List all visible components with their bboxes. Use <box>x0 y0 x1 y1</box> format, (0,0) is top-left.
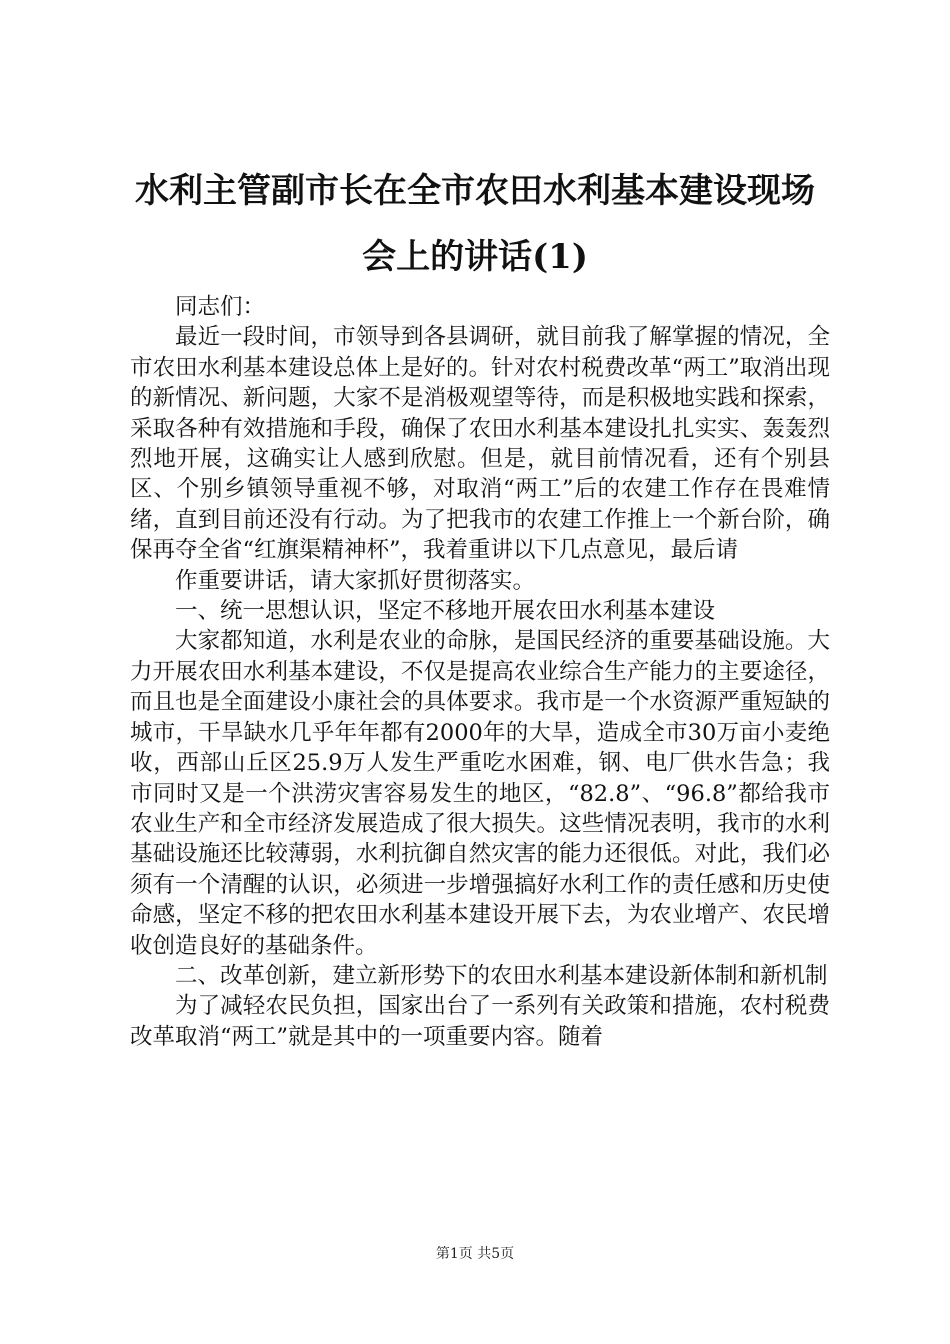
section-heading-2: 二、改革创新，建立新形势下的农田水利基本建设新体制和新机制 <box>175 962 828 989</box>
salutation: 同志们： <box>175 294 266 320</box>
body-paragraph: 作重要讲话，请大家抓好贯彻落实。 <box>175 567 536 594</box>
body-paragraph: 为了减轻农民负担，国家出台了一系列有关政策和措施，农村税费改革取消“两工”就是其中的一项重要内容。随着 <box>130 993 830 1050</box>
body-paragraph: 大家都知道，水利是农业的命脉，是国民经济的重要基础设施。大力开展农田水利基本建设，不仅是提高农业综合生产能力的主要途径，而且也是全面建设小康社会的具体要求。我市是一个水资源严重短缺的城市，干旱缺水几乎年年都有2000年的大旱，造成全市30万亩小麦绝收，西部山丘区25.9万人发生严重吃水困难，钢、电厂供水告急；我市同时又是一个洪涝灾害容易发生的地区，“82.8”、“96.8”都给我市农业生产和全市经济发展造成了很大损失。这些情况表明，我市的水利基础设施还比较薄弱，水利抗御自然灾害的能力还很低。对此，我们必须有一个清醒的认识，必须进一步增强搞好水利工作的责任感和历史使命感，坚定不移的把农田水利基本建设开展下去，为农业增产、农民增收创造良好的基础条件。 <box>130 628 830 959</box>
body-paragraph: 最近一段时间，市领导到各县调研，就目前我了解掌握的情况，全市农田水利基本建设总体上是好的。针对农村税费改革“两工”取消出现的新情况、新问题，大家不是消极观望等待，而是积极地实践和探索，采取各种有效措施和手段，确保了农田水利基本建设扎扎实实、轰轰烈烈地开展，这确实让人感到欣慰。但是，就目前情况看，还有个别县区、个别乡镇领导重视不够，对取消“两工”后的农建工作存在畏难情绪，直到目前还没有行动。为了把我市的农建工作推上一个新台阶，确保再夺全省“红旗渠精神杯”，我着重讲以下几点意见，最后请 <box>130 324 830 564</box>
title-line-1: 水利主管副市长在全市农田水利基本建设现场 <box>135 171 815 211</box>
document-title <box>110 158 840 290</box>
title-line-2: 会上的讲话(1) <box>362 237 588 277</box>
section-heading-1: 一、统一思想认识，坚定不移地开展农田水利基本建设 <box>175 598 716 625</box>
document-body <box>130 292 830 1052</box>
page-number-footer: 第1页 共5页 <box>435 1246 515 1262</box>
